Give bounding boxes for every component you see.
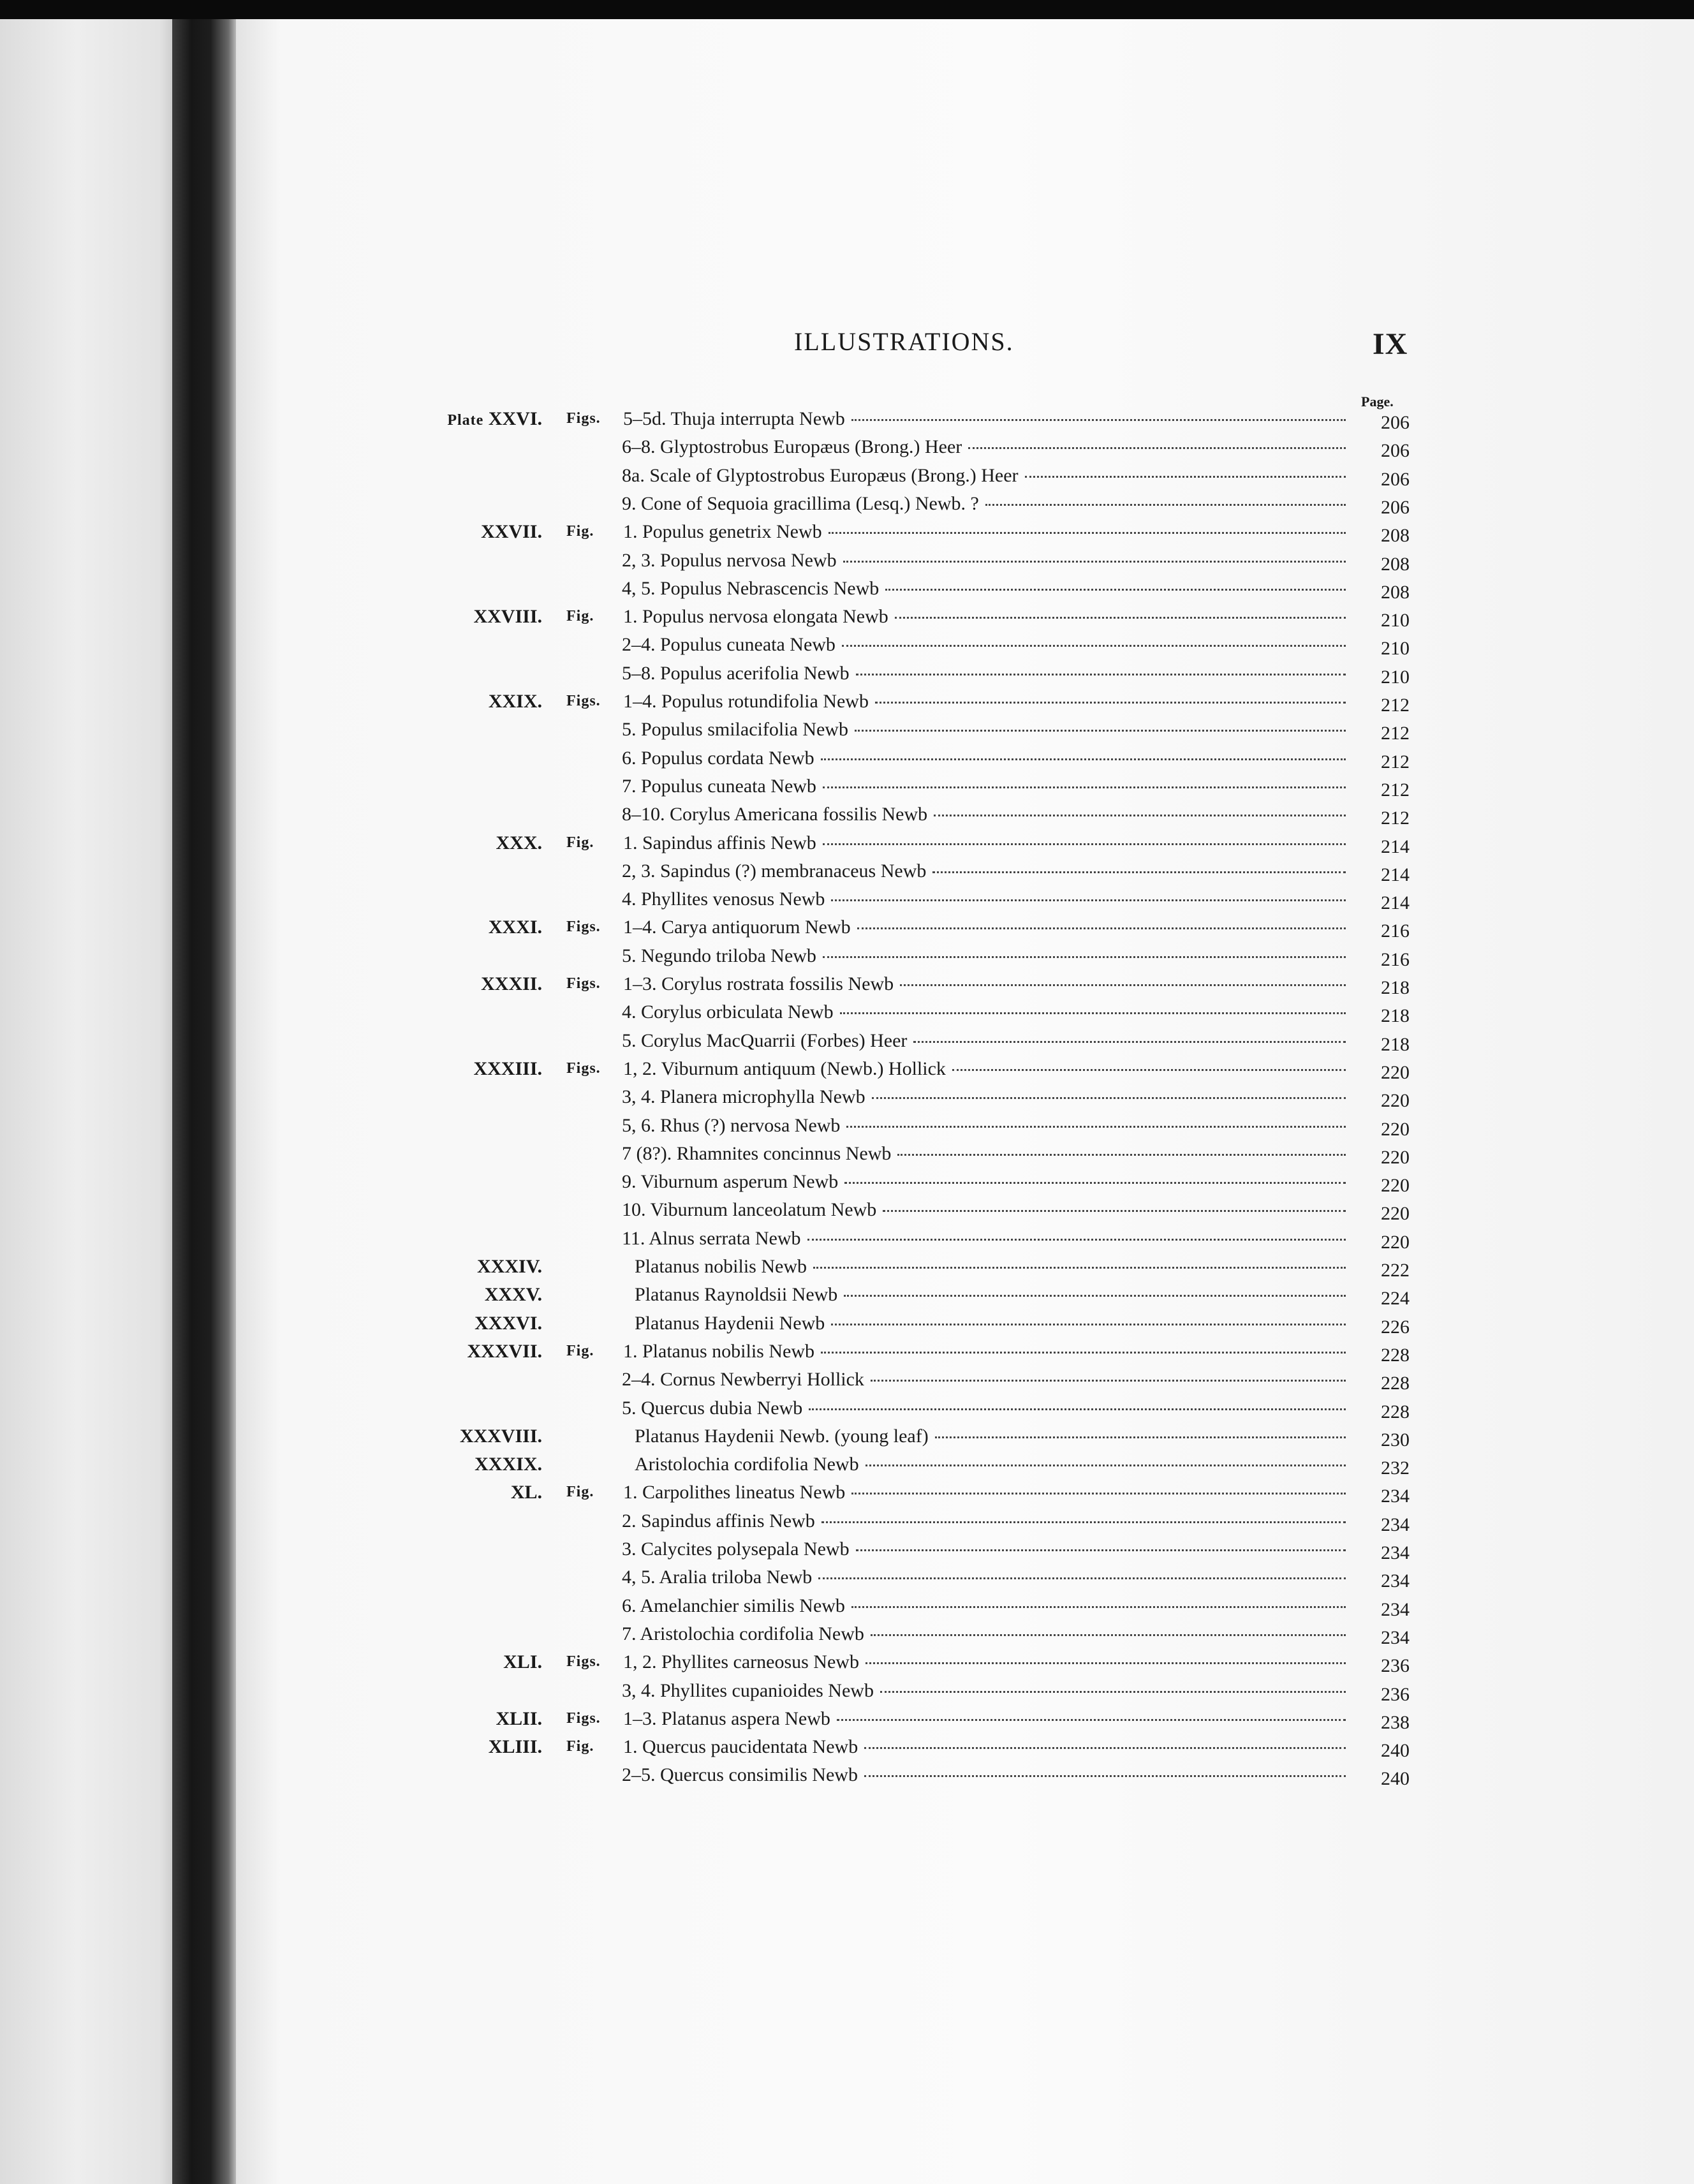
entry-description	[622, 663, 1346, 684]
dot-leader	[932, 871, 1346, 873]
entry-page-number: 222	[1381, 1260, 1410, 1281]
plate-number	[376, 917, 542, 938]
dot-leader	[844, 1182, 1346, 1184]
entry-description	[635, 1284, 1346, 1306]
entry-page-number: 234	[1381, 1542, 1410, 1563]
dot-leader	[857, 927, 1346, 929]
entry-page-number: 212	[1381, 723, 1410, 744]
entry-text: 4, 5. Populus Nebrascencis Newb	[622, 578, 880, 599]
entry-description	[622, 945, 1346, 967]
entry-page-number: 228	[1381, 1401, 1410, 1422]
dot-leader	[900, 984, 1346, 986]
dot-leader	[843, 561, 1346, 563]
plate-roman: XXXVIII.	[459, 1426, 542, 1447]
dot-leader	[807, 1239, 1346, 1241]
plate-number	[376, 1454, 542, 1475]
entry-description	[622, 1030, 1346, 1052]
plate-number	[376, 1708, 542, 1730]
entry-description	[622, 860, 1346, 882]
entry-description	[623, 832, 1346, 854]
entry-page-number: 210	[1381, 610, 1410, 631]
entry-page-number: 210	[1381, 667, 1410, 688]
entry-page-number: 228	[1381, 1373, 1410, 1394]
entry-text: 7. Populus cuneata Newb	[622, 776, 816, 797]
plate-number	[376, 973, 542, 995]
entry-description	[623, 1058, 1346, 1080]
plate-roman: XXVI.	[488, 408, 542, 429]
dot-leader	[823, 843, 1346, 845]
entry-description	[623, 521, 1346, 543]
plate-roman: XL.	[510, 1482, 542, 1503]
entry-page-number: 220	[1381, 1119, 1410, 1140]
plate-number	[376, 1313, 542, 1334]
figure-label: Figs.	[566, 410, 601, 427]
entry-page-number: 206	[1381, 412, 1410, 433]
dot-leader	[846, 1126, 1346, 1128]
entry-description	[635, 1454, 1346, 1475]
entry-text: 9. Cone of Sequoia gracillima (Lesq.) Newb. ?	[622, 493, 979, 514]
entry-page-number: 234	[1381, 1627, 1410, 1648]
entry-text: 3, 4. Phyllites cupanioides Newb	[622, 1680, 874, 1701]
entry-page-number: 214	[1381, 836, 1410, 857]
dot-leader	[897, 1154, 1346, 1156]
entry-page-number: 234	[1381, 1599, 1410, 1620]
entry-text: Platanus Raynoldsii Newb	[635, 1284, 838, 1305]
entry-text: 4. Corylus orbiculata Newb	[622, 1001, 834, 1022]
dot-leader	[851, 1493, 1346, 1494]
dot-leader	[952, 1069, 1346, 1071]
plate-number	[376, 832, 542, 854]
figure-label: Figs.	[566, 1653, 601, 1670]
entry-description	[622, 1398, 1346, 1419]
plate-roman: XXXI.	[488, 917, 542, 938]
entry-description	[635, 1313, 1346, 1334]
figure-label: Figs.	[566, 919, 601, 935]
plate-roman: XXXVII.	[467, 1341, 542, 1362]
entry-text: 5–5d. Thuja interrupta Newb	[623, 408, 845, 429]
entry-text: 7. Aristolochia cordifolia Newb	[622, 1623, 864, 1644]
entry-page-number: 230	[1381, 1429, 1410, 1450]
entry-text: 2–4. Cornus Newberryi Hollick	[622, 1369, 864, 1390]
entry-description	[623, 1736, 1346, 1758]
plate-roman: XXXIII.	[473, 1058, 542, 1079]
entry-text: 1–4. Carya antiquorum Newb	[623, 917, 851, 938]
entry-page-number: 212	[1381, 779, 1410, 801]
plate-number	[376, 1426, 542, 1447]
entry-text: 1. Quercus paucidentata Newb	[623, 1736, 858, 1757]
plate-number	[376, 1341, 542, 1362]
entry-description	[622, 776, 1346, 797]
entry-description	[622, 550, 1346, 572]
figure-label: Fig.	[566, 1738, 594, 1755]
page-number-folio: IX	[1373, 327, 1408, 361]
dot-leader	[831, 899, 1346, 901]
entry-description	[622, 719, 1346, 741]
entry-page-number: 208	[1381, 525, 1410, 546]
entry-description	[622, 634, 1346, 656]
entry-page-number: 210	[1381, 638, 1410, 659]
plate-roman: XXIX.	[488, 691, 542, 712]
plate-number	[376, 1284, 542, 1306]
entry-description	[622, 436, 1346, 458]
entry-description	[622, 889, 1346, 910]
plate-number	[376, 408, 542, 430]
dot-leader	[871, 1380, 1346, 1382]
entry-description	[622, 1680, 1346, 1702]
dot-leader	[813, 1267, 1346, 1269]
entry-page-number: 208	[1381, 582, 1410, 603]
dot-leader	[934, 815, 1346, 816]
entry-page-number: 236	[1381, 1655, 1410, 1676]
plate-roman: XXVIII.	[473, 606, 542, 627]
dot-leader	[809, 1408, 1346, 1410]
entry-text: 4. Phyllites venosus Newb	[622, 889, 825, 910]
entry-description	[622, 1143, 1346, 1165]
entry-description	[622, 748, 1346, 769]
dot-leader	[818, 1577, 1346, 1579]
dot-leader	[864, 1775, 1346, 1777]
dot-leader	[851, 419, 1346, 421]
running-head: ILLUSTRATIONS.	[794, 327, 1014, 356]
dot-leader	[851, 1606, 1346, 1608]
entry-page-number: 226	[1381, 1317, 1410, 1338]
dot-leader	[840, 1012, 1346, 1014]
plate-number	[376, 1058, 542, 1080]
plate-number	[376, 1256, 542, 1278]
plate-number	[376, 1736, 542, 1758]
plate-number	[376, 606, 542, 628]
dot-leader	[865, 1662, 1346, 1664]
entry-description	[623, 917, 1346, 938]
entry-page-number: 224	[1381, 1288, 1410, 1309]
scan-top-border	[0, 0, 1694, 19]
entry-text: 2, 3. Sapindus (?) membranaceus Newb	[622, 860, 927, 882]
entry-page-number: 220	[1381, 1062, 1410, 1083]
dot-leader	[821, 758, 1346, 760]
entry-description	[622, 1228, 1346, 1250]
entry-description	[623, 1651, 1346, 1673]
entry-page-number: 234	[1381, 1486, 1410, 1507]
entry-text: 9. Viburnum asperum Newb	[622, 1171, 839, 1192]
dot-leader	[872, 1097, 1346, 1099]
figure-label: Fig.	[566, 834, 594, 851]
dot-leader	[831, 1324, 1346, 1325]
dot-leader	[821, 1521, 1346, 1523]
entry-text: 5. Populus smilacifolia Newb	[622, 719, 848, 740]
entry-page-number: 240	[1381, 1768, 1410, 1789]
dot-leader	[823, 956, 1346, 958]
entry-description	[623, 691, 1346, 712]
dot-leader	[913, 1041, 1346, 1043]
entry-text: 5, 6. Rhus (?) nervosa Newb	[622, 1115, 841, 1136]
entry-text: 1–3. Platanus aspera Newb	[623, 1708, 830, 1729]
dot-leader	[985, 504, 1346, 506]
entry-description	[622, 1510, 1346, 1532]
entry-text: 2, 3. Populus nervosa Newb	[622, 550, 837, 571]
entry-text: Platanus nobilis Newb	[635, 1256, 807, 1277]
entry-page-number: 218	[1381, 1034, 1410, 1055]
plate-roman: XXXIX.	[475, 1454, 542, 1475]
figure-label: Figs.	[566, 693, 601, 709]
entry-text: 1. Sapindus affinis Newb	[623, 832, 816, 853]
book-spine-gutter	[172, 19, 236, 2184]
entry-text: 10. Viburnum lanceolatum Newb	[622, 1199, 877, 1220]
plate-roman: XXX.	[496, 832, 542, 853]
entry-text: 6–8. Glyptostrobus Europæus (Brong.) Heer	[622, 436, 962, 457]
dot-leader	[1025, 476, 1346, 478]
entry-description	[622, 1623, 1346, 1645]
entry-text: 1. Populus nervosa elongata Newb	[623, 606, 888, 627]
entry-text: 1–3. Corylus rostrata fossilis Newb	[623, 973, 894, 994]
plate-roman: XXVII.	[481, 521, 542, 542]
plate-roman: XXXV.	[484, 1284, 542, 1305]
entry-description	[623, 408, 1346, 430]
entry-text: 5. Quercus dubia Newb	[622, 1398, 803, 1419]
entry-text: 1. Carpolithes lineatus Newb	[623, 1482, 846, 1503]
dot-leader	[864, 1747, 1346, 1749]
entry-page-number: 212	[1381, 751, 1410, 772]
entry-text: 4, 5. Aralia triloba Newb	[622, 1567, 813, 1588]
dot-leader	[837, 1719, 1346, 1721]
plate-number	[376, 1482, 542, 1503]
entry-description	[622, 1001, 1346, 1023]
entry-description	[635, 1426, 1346, 1447]
entry-description	[622, 804, 1346, 825]
entry-description	[622, 1086, 1346, 1108]
entry-text: 7 (8?). Rhamnites concinnus Newb	[622, 1143, 892, 1164]
plate-roman: XLII.	[496, 1708, 542, 1729]
entry-description	[622, 1538, 1346, 1560]
dot-leader	[875, 702, 1346, 704]
entry-page-number: 214	[1381, 864, 1410, 885]
entry-text: 1, 2. Phyllites carneosus Newb	[623, 1651, 859, 1672]
entry-text: 3, 4. Planera microphylla Newb	[622, 1086, 865, 1107]
plate-roman: XXXVI.	[475, 1313, 542, 1334]
entry-text: Platanus Haydenii Newb	[635, 1313, 825, 1334]
dot-leader	[968, 447, 1346, 449]
dot-leader	[871, 1634, 1346, 1636]
entry-page-number: 218	[1381, 1005, 1410, 1026]
entry-page-number: 218	[1381, 977, 1410, 998]
entry-page-number: 232	[1381, 1457, 1410, 1479]
entry-description	[623, 1341, 1346, 1362]
entry-page-number: 216	[1381, 949, 1410, 970]
dot-leader	[885, 589, 1346, 591]
dot-leader	[842, 645, 1346, 647]
entry-page-number: 216	[1381, 920, 1410, 941]
entry-text: 2–5. Quercus consimilis Newb	[622, 1764, 858, 1785]
scan-left-margin	[0, 19, 172, 2184]
entry-text: 5–8. Populus acerifolia Newb	[622, 663, 850, 684]
dot-leader	[855, 730, 1346, 732]
entry-page-number: 220	[1381, 1147, 1410, 1168]
entry-text: 2–4. Populus cuneata Newb	[622, 634, 836, 655]
dot-leader	[856, 1549, 1346, 1551]
entry-description	[622, 1369, 1346, 1391]
entry-text: 1–4. Populus rotundifolia Newb	[623, 691, 869, 712]
entry-text: 6. Amelanchier similis Newb	[622, 1595, 845, 1616]
dot-leader	[829, 532, 1346, 534]
dot-leader	[856, 674, 1346, 675]
page-column-label: Page.	[1361, 394, 1394, 410]
figure-label: Fig.	[566, 1343, 594, 1359]
entry-description	[622, 1567, 1346, 1588]
figure-label: Fig.	[566, 608, 594, 624]
entry-description	[622, 1595, 1346, 1617]
dot-leader	[844, 1295, 1346, 1297]
entry-text: 1, 2. Viburnum antiquum (Newb.) Hollick	[623, 1058, 946, 1079]
entry-text: 2. Sapindus affinis Newb	[622, 1510, 815, 1531]
dot-leader	[895, 617, 1346, 619]
plate-number	[376, 1651, 542, 1673]
dot-leader	[880, 1691, 1346, 1693]
entry-text: Aristolochia cordifolia Newb	[635, 1454, 859, 1475]
entry-page-number: 228	[1381, 1345, 1410, 1366]
entry-text: 5. Negundo triloba Newb	[622, 945, 816, 966]
entry-description	[622, 1171, 1346, 1193]
entry-text: 3. Calycites polysepala Newb	[622, 1538, 850, 1560]
entry-page-number: 240	[1381, 1740, 1410, 1761]
entry-page-number: 234	[1381, 1514, 1410, 1535]
entry-description	[622, 1199, 1346, 1221]
plate-word: Plate	[447, 412, 484, 429]
entry-description	[622, 465, 1346, 487]
plate-roman: XXXII.	[481, 973, 542, 994]
figure-label: Fig.	[566, 1484, 594, 1500]
entry-description	[622, 578, 1346, 600]
entry-text: 1. Populus genetrix Newb	[623, 521, 822, 542]
figure-label: Figs.	[566, 1710, 601, 1727]
entry-page-number: 220	[1381, 1232, 1410, 1253]
entry-page-number: 214	[1381, 892, 1410, 913]
entry-page-number: 212	[1381, 695, 1410, 716]
entry-description	[635, 1256, 1346, 1278]
entry-description	[623, 973, 1346, 995]
dot-leader	[821, 1352, 1346, 1354]
entry-page-number: 220	[1381, 1090, 1410, 1111]
entry-text: 1. Platanus nobilis Newb	[623, 1341, 814, 1362]
entry-page-number: 206	[1381, 497, 1410, 518]
entry-page-number: 238	[1381, 1712, 1410, 1733]
entry-text: Platanus Haydenii Newb. (young leaf)	[635, 1426, 929, 1447]
dot-leader	[823, 786, 1346, 788]
plate-roman: XLI.	[503, 1651, 542, 1672]
entry-page-number: 206	[1381, 469, 1410, 490]
entry-page-number: 206	[1381, 440, 1410, 461]
plate-roman: XLIII.	[488, 1736, 542, 1757]
entry-description	[622, 493, 1346, 515]
entry-page-number: 234	[1381, 1570, 1410, 1591]
entry-page-number: 236	[1381, 1684, 1410, 1705]
entry-description	[622, 1764, 1346, 1786]
entry-text: 5. Corylus MacQuarrii (Forbes) Heer	[622, 1030, 908, 1051]
entry-text: 8a. Scale of Glyptostrobus Europæus (Brong.) Heer	[622, 465, 1019, 486]
entry-text: 6. Populus cordata Newb	[622, 748, 814, 769]
entry-description	[623, 1708, 1346, 1730]
plate-number	[376, 521, 542, 543]
plate-roman: XXXIV.	[477, 1256, 542, 1277]
entry-text: 11. Alnus serrata Newb	[622, 1228, 801, 1249]
dot-leader	[935, 1436, 1346, 1438]
figure-label: Figs.	[566, 1060, 601, 1077]
entry-description	[623, 606, 1346, 628]
dot-leader	[883, 1210, 1346, 1212]
entry-page-number: 212	[1381, 808, 1410, 829]
figure-label: Fig.	[566, 523, 594, 540]
plate-number	[376, 691, 542, 712]
entry-description	[623, 1482, 1346, 1503]
figure-label: Figs.	[566, 975, 601, 992]
entry-page-number: 220	[1381, 1203, 1410, 1224]
dot-leader	[865, 1465, 1346, 1466]
entry-page-number: 208	[1381, 554, 1410, 575]
entry-text: 8–10. Corylus Americana fossilis Newb	[622, 804, 928, 825]
entry-page-number: 220	[1381, 1175, 1410, 1196]
entry-description	[622, 1115, 1346, 1137]
